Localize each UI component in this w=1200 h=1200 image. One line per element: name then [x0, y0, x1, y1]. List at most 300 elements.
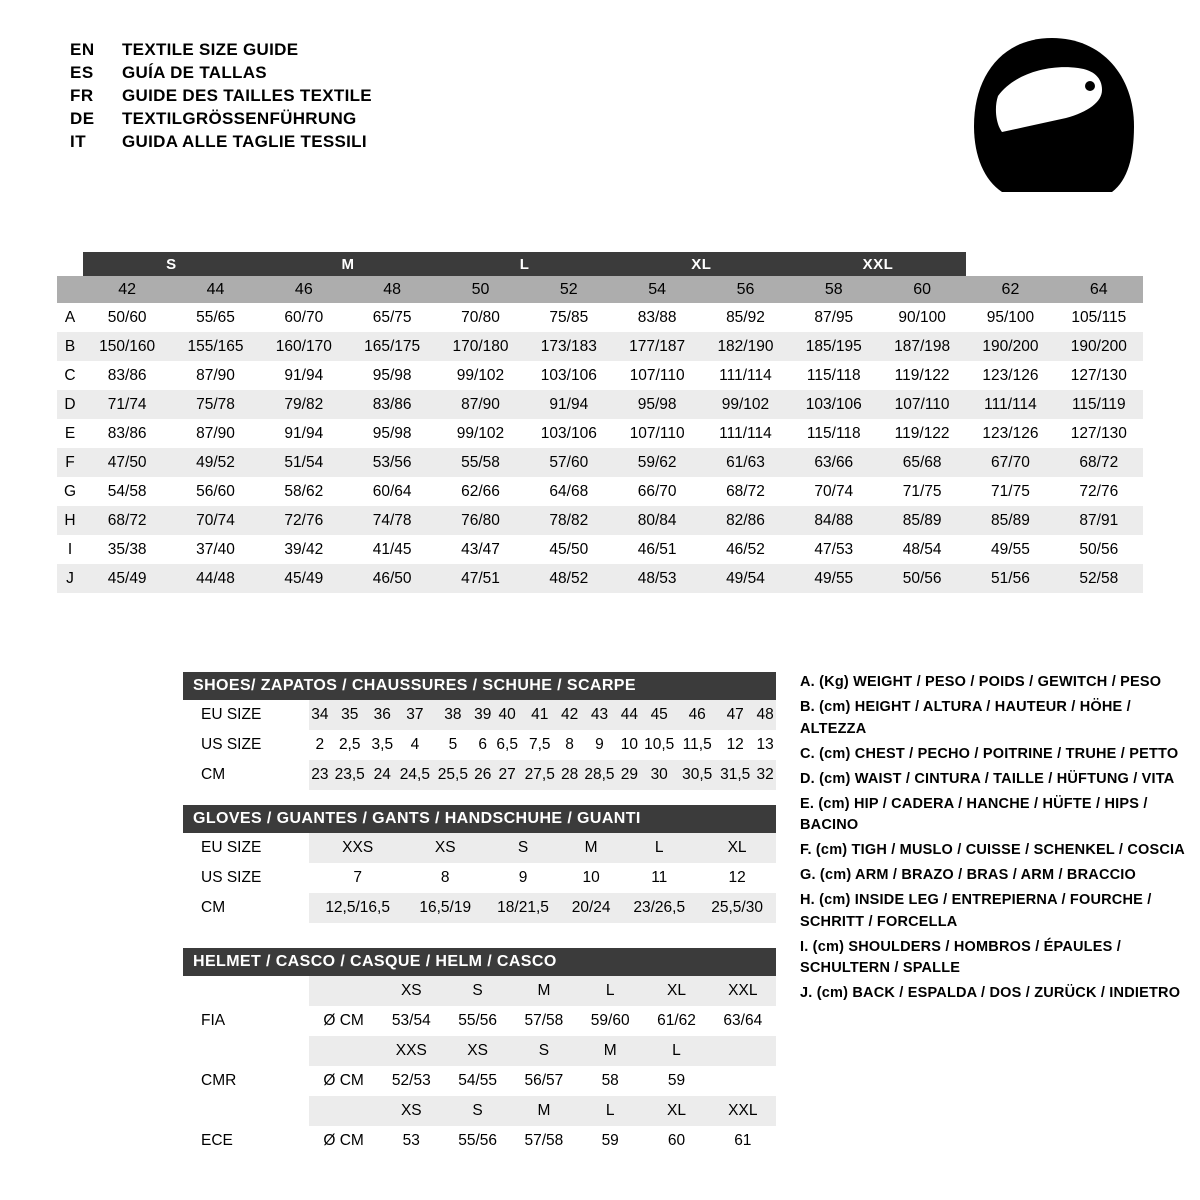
measurement-cell: 49/52 [171, 448, 259, 477]
helmet-unit-spacer [309, 1096, 378, 1126]
title-text-en: TEXTILE SIZE GUIDE [122, 40, 299, 59]
helmet-header-spacer [183, 1036, 309, 1066]
size-cell: 34 [309, 700, 331, 730]
measurement-row-label: I [57, 535, 83, 564]
measurement-cell: 79/82 [260, 390, 348, 419]
measurement-cell: 55/65 [171, 303, 259, 332]
size-cell: 23/26,5 [620, 893, 698, 923]
measurement-cell: 107/110 [878, 390, 966, 419]
measurement-cell: 119/122 [878, 419, 966, 448]
helmet-size-cell: 59 [643, 1066, 709, 1096]
helmet-size-header: M [577, 1036, 643, 1066]
legend-item: F. (cm) TIGH / MUSLO / CUISSE / SCHENKEL / COSCIA [800, 842, 1185, 858]
measurement-cell: 70/74 [171, 506, 259, 535]
measurement-cell: 105/115 [1055, 303, 1143, 332]
measurement-cell: 83/86 [83, 419, 171, 448]
measurement-cell: 37/40 [171, 535, 259, 564]
measurement-cell: 115/118 [790, 419, 878, 448]
table-row [183, 893, 776, 923]
measurement-cell: 190/200 [1055, 332, 1143, 361]
gloves-table [183, 833, 776, 923]
size-cell: 35 [331, 700, 369, 730]
racing-helmet-icon [962, 34, 1142, 204]
title-text-fr: GUIDE DES TAILLES TEXTILE [122, 86, 372, 105]
measurement-cell: 82/86 [701, 506, 789, 535]
measurement-cell: 68/72 [83, 506, 171, 535]
title-lang-es: ES [70, 63, 94, 82]
size-cell: 9 [580, 730, 618, 760]
size-cell: XXS [309, 833, 406, 863]
measurement-cell: 127/130 [1055, 419, 1143, 448]
shoes-table [183, 700, 776, 790]
measurement-cell: 50/60 [83, 303, 171, 332]
size-cell: 38 [434, 700, 472, 730]
helmet-size-cell: 59/60 [577, 1006, 643, 1036]
size-cell: 11 [620, 863, 698, 893]
size-cell: 7 [309, 863, 406, 893]
measurement-cell: 99/102 [436, 361, 524, 390]
measurement-cell: 49/54 [701, 564, 789, 593]
helmet-size-header: XXL [710, 976, 776, 1006]
legend-item: H. (cm) INSIDE LEG / ENTREPIERNA / FOURCHE / SCHRITT / FORCELLA [800, 892, 1152, 930]
helmet-header-spacer [183, 1096, 309, 1126]
size-cell: 4 [396, 730, 434, 760]
helmet-unit-label: Ø CM [309, 1066, 378, 1096]
helmet-size-header: XS [444, 1036, 510, 1066]
table-row [57, 332, 1143, 361]
size-cell: 36 [369, 700, 396, 730]
helmet-size-cell: 55/56 [444, 1126, 510, 1156]
size-column-header: 46 [260, 276, 348, 303]
measurement-cell: 182/190 [701, 332, 789, 361]
size-cell: 10 [562, 863, 620, 893]
measurement-cell: 95/100 [966, 303, 1054, 332]
helmet-size-cell: 61 [710, 1126, 776, 1156]
measurement-cell: 87/90 [436, 390, 524, 419]
gloves-table-title: GLOVES / GUANTES / GANTS / HANDSCHUHE / GUANTI [183, 805, 776, 833]
helmet-size-cell: 53 [378, 1126, 444, 1156]
measurement-row-label: C [57, 361, 83, 390]
measurement-cell: 107/110 [613, 361, 701, 390]
helmet-unit-spacer [309, 1036, 378, 1066]
measurement-cell: 68/72 [1055, 448, 1143, 477]
measurement-cell: 83/86 [83, 361, 171, 390]
helmet-size-header: S [444, 1096, 510, 1126]
size-cell: 6,5 [494, 730, 521, 760]
measurement-cell: 55/58 [436, 448, 524, 477]
size-column-header: 60 [878, 276, 966, 303]
measurement-cell: 85/92 [701, 303, 789, 332]
measurement-cell: 47/53 [790, 535, 878, 564]
legend-item: E. (cm) HIP / CADERA / HANCHE / HÜFTE / HIPS / BACINO [800, 795, 1148, 833]
helmet-size-header: XXL [710, 1096, 776, 1126]
measurement-cell: 190/200 [966, 332, 1054, 361]
measurement-cell: 119/122 [878, 361, 966, 390]
table-row [57, 390, 1143, 419]
measurement-cell: 49/55 [966, 535, 1054, 564]
size-cell: L [620, 833, 698, 863]
measurement-cell: 78/82 [525, 506, 613, 535]
title-row [70, 63, 372, 83]
title-lang-en: EN [70, 40, 95, 59]
size-group-label: L [436, 252, 613, 276]
measurement-cell: 111/114 [966, 390, 1054, 419]
size-cell: 31,5 [716, 760, 754, 790]
size-cell: 48 [754, 700, 776, 730]
table-row [183, 700, 776, 730]
measurement-cell: 64/68 [525, 477, 613, 506]
size-group-label: XL [613, 252, 790, 276]
shoes-table-block [183, 672, 776, 790]
measurement-cell: 67/70 [966, 448, 1054, 477]
measurement-cell: 51/56 [966, 564, 1054, 593]
title-lang-it: IT [70, 132, 87, 151]
measurement-cell: 123/126 [966, 361, 1054, 390]
measurement-cell: 58/62 [260, 477, 348, 506]
measurement-row-label: H [57, 506, 83, 535]
helmet-size-header-row [183, 976, 776, 1006]
measurement-cell: 48/53 [613, 564, 701, 593]
measurement-row-label: G [57, 477, 83, 506]
gloves-row-label: CM [183, 893, 309, 923]
size-column-header: 44 [171, 276, 259, 303]
measurement-cell: 70/74 [790, 477, 878, 506]
size-cell: 25,5 [434, 760, 472, 790]
measurement-cell: 50/56 [1055, 535, 1143, 564]
size-cell: 12,5/16,5 [309, 893, 406, 923]
measurement-cell: 44/48 [171, 564, 259, 593]
measurement-cell: 127/130 [1055, 361, 1143, 390]
helmet-size-header: S [511, 1036, 577, 1066]
legend-item: A. (Kg) WEIGHT / PESO / POIDS / GEWITCH / PESO [800, 674, 1162, 690]
table-row [57, 477, 1143, 506]
helmet-standard-label: CMR [183, 1066, 309, 1096]
measurement-cell: 59/62 [613, 448, 701, 477]
helmet-standard-label: FIA [183, 1006, 309, 1036]
measurement-cell: 47/50 [83, 448, 171, 477]
size-group-label: S [83, 252, 260, 276]
helmet-header-spacer [183, 976, 309, 1006]
measurement-cell: 45/49 [260, 564, 348, 593]
legend-item: J. (cm) BACK / ESPALDA / DOS / ZURÜCK / INDIETRO [800, 985, 1181, 1001]
size-cell: 43 [580, 700, 618, 730]
measurement-cell: 155/165 [171, 332, 259, 361]
measurement-cell: 52/58 [1055, 564, 1143, 593]
helmet-size-header [710, 1036, 776, 1066]
measurement-cell: 48/54 [878, 535, 966, 564]
helmet-size-header: XS [378, 1096, 444, 1126]
title-lang-fr: FR [70, 86, 94, 105]
measurement-cell: 95/98 [348, 419, 436, 448]
title-text-it: GUIDA ALLE TAGLIE TESSILI [122, 132, 367, 151]
row-label-header [57, 276, 83, 303]
table-row [57, 564, 1143, 593]
measurement-cell: 87/90 [171, 361, 259, 390]
measurement-row-label: J [57, 564, 83, 593]
measurement-cell: 87/90 [171, 419, 259, 448]
helmet-size-header-row [183, 1036, 776, 1066]
measurement-cell: 75/78 [171, 390, 259, 419]
helmet-size-header: XS [378, 976, 444, 1006]
size-group-spacer [966, 252, 1054, 276]
size-column-header: 56 [701, 276, 789, 303]
table-row [57, 535, 1143, 564]
measurement-cell: 123/126 [966, 419, 1054, 448]
measurement-cell: 70/80 [436, 303, 524, 332]
gloves-table-block [183, 805, 776, 923]
measurement-cell: 80/84 [613, 506, 701, 535]
measurement-cell: 48/52 [525, 564, 613, 593]
helmet-size-cell: 53/54 [378, 1006, 444, 1036]
helmet-size-cell: 60 [643, 1126, 709, 1156]
size-cell: 24 [369, 760, 396, 790]
measurement-cell: 150/160 [83, 332, 171, 361]
measurement-cell: 47/51 [436, 564, 524, 593]
legend-item: I. (cm) SHOULDERS / HOMBROS / ÉPAULES / SCHULTERN / SPALLE [800, 938, 1121, 976]
size-cell: 2 [309, 730, 331, 760]
helmet-size-header: XL [643, 976, 709, 1006]
measurement-cell: 187/198 [878, 332, 966, 361]
measurement-cell: 111/114 [701, 419, 789, 448]
measurement-cell: 85/89 [966, 506, 1054, 535]
helmet-size-header: L [643, 1036, 709, 1066]
helmet-size-cell: 56/57 [511, 1066, 577, 1096]
measurement-cell: 62/66 [436, 477, 524, 506]
measurement-cell: 53/56 [348, 448, 436, 477]
helmet-size-cell: 58 [577, 1066, 643, 1096]
measurement-cell: 160/170 [260, 332, 348, 361]
helmet-size-cell: 63/64 [710, 1006, 776, 1036]
size-cell: 20/24 [562, 893, 620, 923]
size-cell: 25,5/30 [698, 893, 776, 923]
measurement-cell: 165/175 [348, 332, 436, 361]
size-cell: 8 [406, 863, 484, 893]
measurement-cell: 95/98 [348, 361, 436, 390]
size-cell: 30,5 [678, 760, 716, 790]
measurement-cell: 72/76 [260, 506, 348, 535]
size-cell: 24,5 [396, 760, 434, 790]
table-row [57, 448, 1143, 477]
measurement-cell: 103/106 [525, 419, 613, 448]
measurement-cell: 57/60 [525, 448, 613, 477]
measurement-cell: 103/106 [790, 390, 878, 419]
measurement-cell: 45/49 [83, 564, 171, 593]
size-cell: 12 [698, 863, 776, 893]
measurement-cell: 115/119 [1055, 390, 1143, 419]
measurement-cell: 83/86 [348, 390, 436, 419]
size-cell: 47 [716, 700, 754, 730]
helmet-size-header-row [183, 1096, 776, 1126]
size-cell: XS [406, 833, 484, 863]
measurement-cell: 91/94 [260, 361, 348, 390]
table-row [183, 833, 776, 863]
measurement-cell: 90/100 [878, 303, 966, 332]
size-cell: 13 [754, 730, 776, 760]
legend-item: B. (cm) HEIGHT / ALTURA / HAUTEUR / HÖHE / ALTEZZA [800, 699, 1131, 737]
measurement-cell: 63/66 [790, 448, 878, 477]
measurement-row-label: F [57, 448, 83, 477]
measurement-cell: 60/64 [348, 477, 436, 506]
size-cell: 5 [434, 730, 472, 760]
size-cell: S [484, 833, 562, 863]
size-cell: 7,5 [521, 730, 559, 760]
measurement-cell: 177/187 [613, 332, 701, 361]
size-column-header: 50 [436, 276, 524, 303]
helmet-size-cell: 54/55 [444, 1066, 510, 1096]
measurement-cell: 107/110 [613, 419, 701, 448]
measurement-cell: 71/75 [878, 477, 966, 506]
measurement-cell: 60/70 [260, 303, 348, 332]
helmet-size-cell: 61/62 [643, 1006, 709, 1036]
measurement-cell: 115/118 [790, 361, 878, 390]
size-cell: 42 [559, 700, 581, 730]
size-column-header: 58 [790, 276, 878, 303]
measurement-row-label: B [57, 332, 83, 361]
table-row [183, 760, 776, 790]
measurement-cell: 85/89 [878, 506, 966, 535]
size-cell: 10,5 [640, 730, 678, 760]
helmet-unit-label: Ø CM [309, 1006, 378, 1036]
textile-size-table [57, 252, 1143, 593]
helmet-size-header: M [511, 976, 577, 1006]
shoes-row-label: CM [183, 760, 309, 790]
size-group-spacer [57, 252, 83, 276]
helmet-table-title: HELMET / CASCO / CASQUE / HELM / CASCO [183, 948, 776, 976]
helmet-size-cell: 57/58 [511, 1126, 577, 1156]
helmet-size-cell: 55/56 [444, 1006, 510, 1036]
helmet-size-header: S [444, 976, 510, 1006]
measurement-cell: 91/94 [260, 419, 348, 448]
size-cell: 28,5 [580, 760, 618, 790]
table-row [57, 419, 1143, 448]
measurement-cell: 46/51 [613, 535, 701, 564]
measurement-cell: 103/106 [525, 361, 613, 390]
size-cell: 46 [678, 700, 716, 730]
title-text-de: TEXTILGRÖSSENFÜHRUNG [122, 109, 357, 128]
title-row [70, 40, 372, 60]
table-row [183, 1126, 776, 1156]
shoes-table-title: SHOES/ ZAPATOS / CHAUSSURES / SCHUHE / SCARPE [183, 672, 776, 700]
size-cell: 41 [521, 700, 559, 730]
measurement-cell: 46/50 [348, 564, 436, 593]
size-column-header: 52 [525, 276, 613, 303]
size-column-header: 64 [1055, 276, 1143, 303]
measurement-cell: 99/102 [436, 419, 524, 448]
size-cell: 11,5 [678, 730, 716, 760]
measurement-cell: 84/88 [790, 506, 878, 535]
size-cell: 28 [559, 760, 581, 790]
size-cell: 37 [396, 700, 434, 730]
helmet-table [183, 976, 776, 1156]
measurement-cell: 65/68 [878, 448, 966, 477]
size-column-header: 48 [348, 276, 436, 303]
size-cell: 32 [754, 760, 776, 790]
measurement-cell: 76/80 [436, 506, 524, 535]
table-row [183, 730, 776, 760]
size-cell: 29 [618, 760, 640, 790]
size-column-header: 62 [966, 276, 1054, 303]
measurement-cell: 83/88 [613, 303, 701, 332]
size-group-label: M [260, 252, 437, 276]
measurement-row-label: E [57, 419, 83, 448]
size-cell: 40 [494, 700, 521, 730]
measurement-cell: 68/72 [701, 477, 789, 506]
size-cell: 27 [494, 760, 521, 790]
size-group-row [57, 252, 1143, 276]
helmet-size-cell: 57/58 [511, 1006, 577, 1036]
measurement-cell: 75/85 [525, 303, 613, 332]
table-row [57, 506, 1143, 535]
measurement-cell: 72/76 [1055, 477, 1143, 506]
measurement-row-label: D [57, 390, 83, 419]
table-row [57, 303, 1143, 332]
helmet-size-cell: 59 [577, 1126, 643, 1156]
size-cell: 45 [640, 700, 678, 730]
measurement-cell: 91/94 [525, 390, 613, 419]
title-row [70, 109, 372, 129]
measurement-cell: 46/52 [701, 535, 789, 564]
size-cell: 18/21,5 [484, 893, 562, 923]
helmet-size-header: L [577, 1096, 643, 1126]
title-block [70, 40, 372, 155]
title-text-es: GUÍA DE TALLAS [122, 63, 267, 82]
measurement-cell: 87/95 [790, 303, 878, 332]
measurement-cell: 99/102 [701, 390, 789, 419]
measurement-cell: 111/114 [701, 361, 789, 390]
size-cell: 23,5 [331, 760, 369, 790]
helmet-table-block [183, 948, 776, 1156]
measurement-cell: 49/55 [790, 564, 878, 593]
measurement-cell: 41/45 [348, 535, 436, 564]
size-cell: 30 [640, 760, 678, 790]
shoes-row-label: EU SIZE [183, 700, 309, 730]
measurement-cell: 66/70 [613, 477, 701, 506]
shoes-row-label: US SIZE [183, 730, 309, 760]
helmet-size-header: M [511, 1096, 577, 1126]
size-cell: 44 [618, 700, 640, 730]
measurement-row-label: A [57, 303, 83, 332]
size-cell: 26 [472, 760, 494, 790]
legend-item: G. (cm) ARM / BRAZO / BRAS / ARM / BRACCIO [800, 867, 1136, 883]
measurement-cell: 87/91 [1055, 506, 1143, 535]
helmet-unit-spacer [309, 976, 378, 1006]
size-column-header: 54 [613, 276, 701, 303]
size-header-row [57, 276, 1143, 303]
size-cell: 39 [472, 700, 494, 730]
measurement-cell: 50/56 [878, 564, 966, 593]
gloves-row-label: EU SIZE [183, 833, 309, 863]
helmet-size-cell [710, 1066, 776, 1096]
helmet-size-header: L [577, 976, 643, 1006]
table-row [57, 361, 1143, 390]
size-cell: 27,5 [521, 760, 559, 790]
size-cell: M [562, 833, 620, 863]
helmet-standard-label: ECE [183, 1126, 309, 1156]
size-column-header: 42 [83, 276, 171, 303]
title-lang-de: DE [70, 109, 95, 128]
measurement-cell: 45/50 [525, 535, 613, 564]
helmet-unit-label: Ø CM [309, 1126, 378, 1156]
size-cell: 10 [618, 730, 640, 760]
title-row [70, 86, 372, 106]
measurement-cell: 173/183 [525, 332, 613, 361]
legend-item: D. (cm) WAIST / CINTURA / TAILLE / HÜFTUNG / VITA [800, 770, 1175, 787]
measurement-cell: 61/63 [701, 448, 789, 477]
measurement-cell: 51/54 [260, 448, 348, 477]
helmet-size-header: XL [643, 1096, 709, 1126]
measurement-cell: 43/47 [436, 535, 524, 564]
size-cell: 23 [309, 760, 331, 790]
